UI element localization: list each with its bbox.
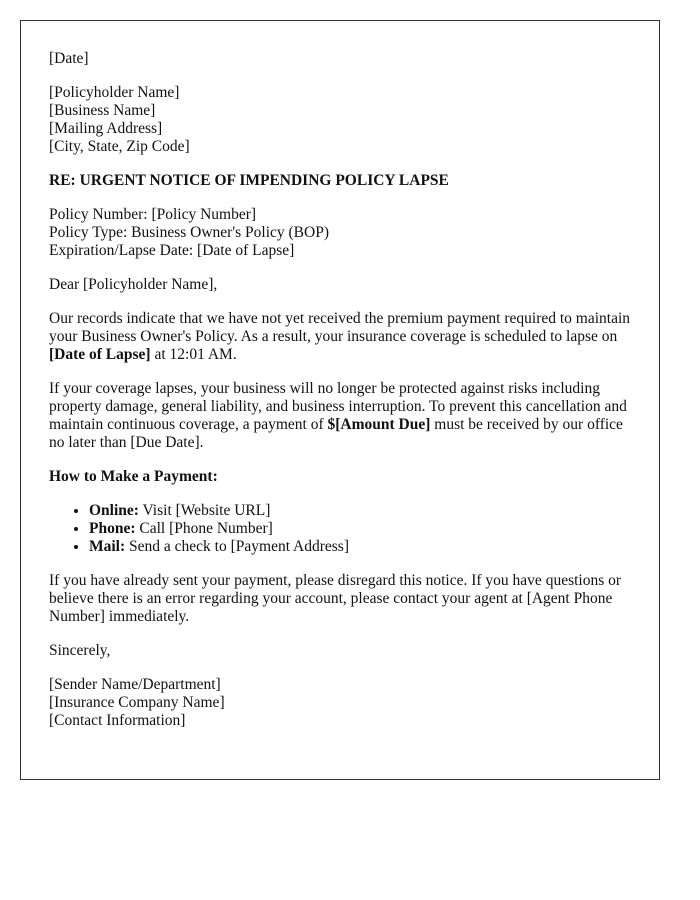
subject-line: RE: URGENT NOTICE OF IMPENDING POLICY LAPSE: [49, 172, 449, 189]
signature-company: [Insurance Company Name]: [49, 694, 225, 711]
policy-info: [49, 206, 631, 260]
signature-block: [49, 676, 631, 730]
recipient-mailing-address: [Mailing Address]: [49, 120, 163, 137]
payment-method-mail: • Mail: Send a check to [Payment Address]: [89, 538, 631, 556]
letter-date: [Date]: [49, 50, 89, 67]
letter-page: [20, 20, 660, 780]
payment-methods-list: [49, 502, 631, 556]
recipient-policyholder-name: [Policyholder Name]: [49, 84, 180, 101]
salutation: Dear [Policyholder Name],: [49, 276, 218, 293]
amount-due-emphasis: $[Amount Due]: [327, 416, 431, 433]
payment-method-phone: • Phone: Call [Phone Number]: [89, 520, 631, 538]
payment-method-online: • Online: Visit [Website URL]: [89, 502, 631, 520]
recipient-address: [49, 84, 631, 156]
signature-contact: [Contact Information]: [49, 712, 186, 729]
policy-type: Policy Type: Business Owner's Policy (BOP): [49, 224, 329, 241]
paragraph-disregard: If you have already sent your payment, please disregard this notice. If you have questions or believe there is an error regarding your account, please contact your agent at [Agent Phone Number] immediately.: [49, 572, 622, 625]
how-to-pay-heading: How to Make a Payment:: [49, 468, 218, 485]
recipient-business-name: [Business Name]: [49, 102, 156, 119]
closing: Sincerely,: [49, 642, 111, 659]
recipient-city-state-zip: [City, State, Zip Code]: [49, 138, 190, 155]
policy-lapse-date: Expiration/Lapse Date: [Date of Lapse]: [49, 242, 295, 259]
lapse-date-emphasis: [Date of Lapse]: [49, 346, 151, 363]
paragraph-consequences: If your coverage lapses, your business will no longer be protected against risks including property damage, general liability, and business interruption. To prevent this cancellation and maintain continuous coverage, a payment of $[Amount Due] must be received by our office no later than [Due Date].: [49, 380, 627, 451]
signature-sender: [Sender Name/Department]: [49, 676, 221, 693]
paragraph-lapse-notice: Our records indicate that we have not yet received the premium payment required to maintain your Business Owner's Policy. As a result, your insurance coverage is scheduled to lapse on [Date of Lapse] at 12:01 AM.: [49, 310, 631, 363]
policy-number: Policy Number: [Policy Number]: [49, 206, 257, 223]
